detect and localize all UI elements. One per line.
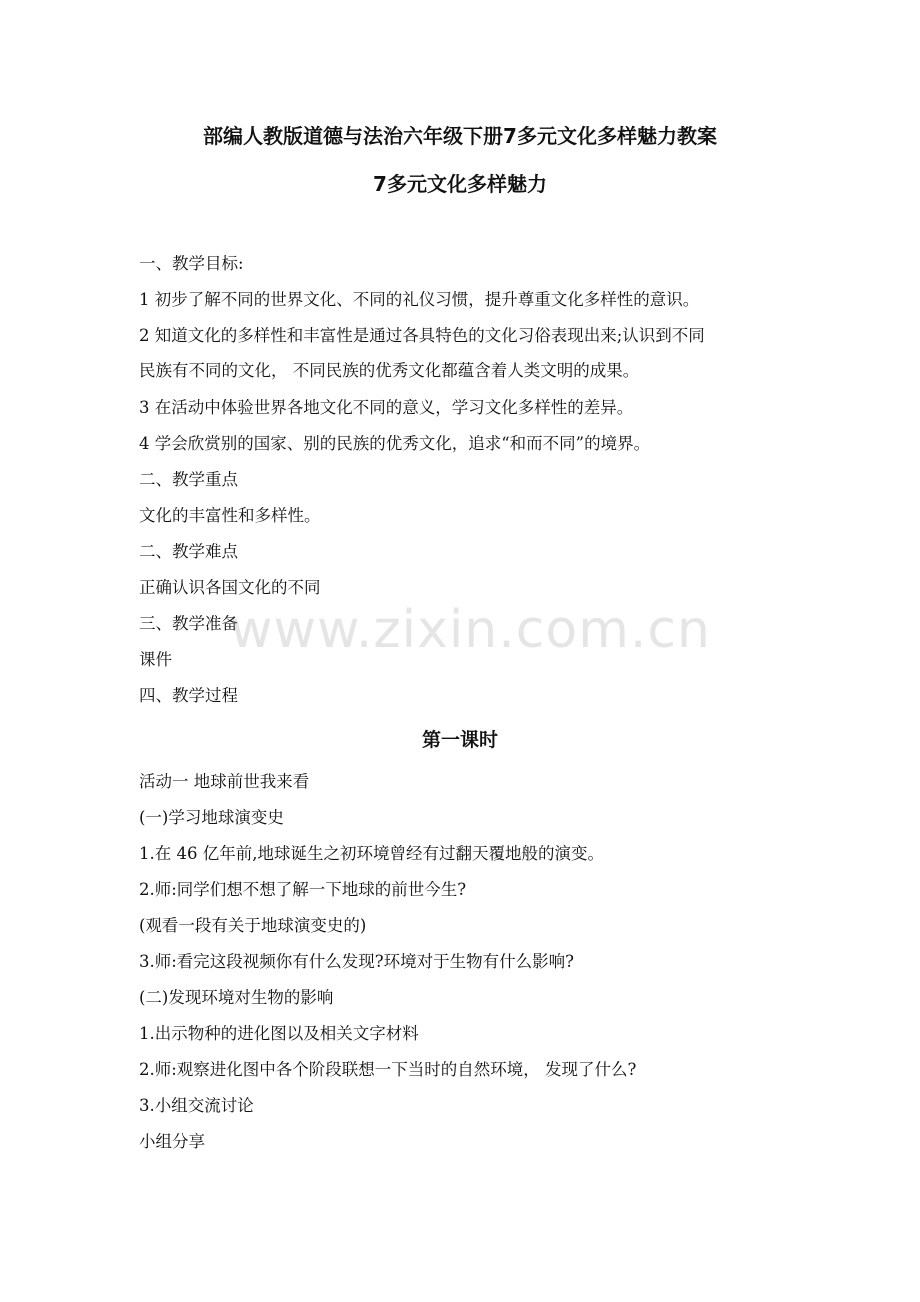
text-line: (二)发现环境对生物的影响 [139, 988, 334, 1007]
text-line: 2.师:观察进化图中各个阶段联想一下当时的自然环境， 发现了什么? [139, 1060, 637, 1079]
text-line: 2.师:同学们想不想了解一下地球的前世今生? [139, 880, 467, 899]
text-line: 二、教学难点 [139, 542, 238, 561]
text-line: 活动一 地球前世我来看 [139, 772, 310, 791]
watermark: www.zixin.com.cn [230, 600, 711, 660]
text-line: 1 初步了解不同的世界文化、不同的礼仪习惯，提升尊重文化多样性的意识。 [139, 290, 700, 309]
text-line: (观看一段有关于地球演变史的) [139, 916, 367, 935]
text-line: 1.在 46 亿年前,地球诞生之初环境曾经有过翻天覆地般的演变。 [139, 844, 604, 863]
text-line: 3.师:看完这段视频你有什么发现?环境对于生物有什么影响? [139, 952, 574, 971]
text-line: 1.出示物种的进化图以及相关文字材料 [139, 1024, 419, 1043]
text-line: 民族有不同的文化， 不同民族的优秀文化都蕴含着人类文明的成果。 [139, 361, 640, 380]
text-line: (一)学习地球演变史 [139, 808, 284, 827]
text-line: 3.小组交流讨论 [139, 1096, 254, 1115]
text-line: 文化的丰富性和多样性。 [139, 506, 321, 525]
text-line: 4 学会欣赏别的国家、别的民族的优秀文化，追求“和而不同”的境界。 [139, 434, 651, 453]
section-heading: 第一课时 [421, 729, 498, 751]
text-line: 3 在活动中体验世界各地文化不同的意义，学习文化多样性的差异。 [139, 398, 634, 417]
text-line: 三、教学准备 [139, 614, 238, 633]
text-line: 四、教学过程 [139, 686, 238, 705]
document-subtitle: 7多元文化多样魅力 [373, 172, 547, 196]
text-line: 二、教学重点 [139, 470, 238, 489]
text-line: 一、教学目标: [139, 254, 244, 273]
text-line: 正确认识各国文化的不同 [139, 578, 321, 597]
text-line: 小组分享 [139, 1132, 205, 1151]
text-line: 课件 [139, 650, 172, 669]
document-title: 部编人教版道德与法治六年级下册7多元文化多样魅力教案 [203, 124, 717, 148]
text-line: 2 知道文化的多样性和丰富性是通过各具特色的文化习俗表现出来;认识到不同 [139, 326, 705, 345]
